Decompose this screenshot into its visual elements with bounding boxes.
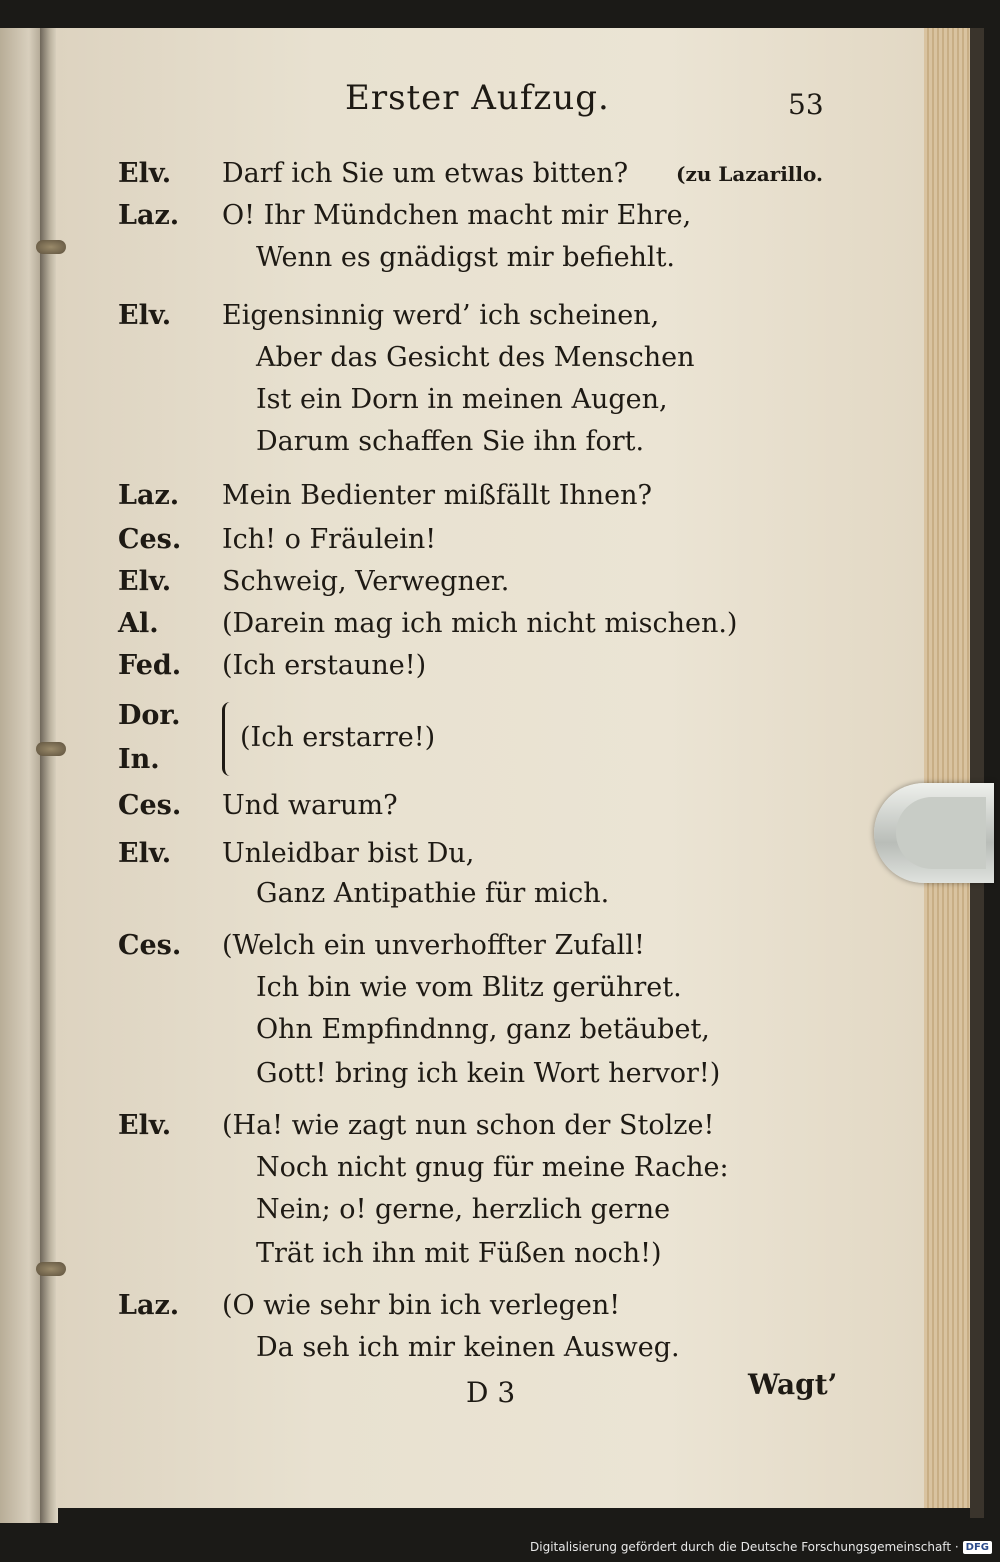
verse-line: (Darein mag ich mich nicht mischen.) <box>222 608 738 639</box>
verse-line: Ganz Antipathie für mich. <box>256 878 610 909</box>
verse-line: Ist ein Dorn in meinen Augen, <box>256 384 668 415</box>
verse-line: (Ha! wie zagt nun schon der Stolze! <box>222 1110 715 1141</box>
speaker-label: Ces. <box>118 930 182 961</box>
verse-line: Unleidbar bist Du, <box>222 838 475 869</box>
verse-line: Ohn Empfindnng, ganz betäubet, <box>256 1014 710 1045</box>
binding-thread <box>36 240 66 254</box>
signature-mark: D 3 <box>466 1376 516 1409</box>
speaker-label: Ces. <box>118 790 182 821</box>
verse-line: Darf ich Sie um etwas bitten? <box>222 158 629 189</box>
page-number: 53 <box>788 88 824 121</box>
verse-line: Aber das Gesicht des Menschen <box>256 342 695 373</box>
verse-line: Darum schaffen Sie ihn fort. <box>256 426 645 457</box>
speaker-label: Dor. <box>118 700 181 731</box>
verse-line: (Welch ein unverhoffter Zufall! <box>222 930 645 961</box>
dfg-logo: DFG <box>963 1541 992 1554</box>
verse-line: Schweig, Verwegner. <box>222 566 510 597</box>
stage-direction: (zu Lazarillo. <box>676 162 823 186</box>
verse-line: (Ich erstaune!) <box>222 650 427 681</box>
speaker-label: Elv. <box>118 566 172 597</box>
bracket-brace <box>222 702 239 776</box>
verse-line: (O wie sehr bin ich verlegen! <box>222 1290 621 1321</box>
footer-text: Digitalisierung gefördert durch die Deutsche Forschungsgemeinschaft · <box>530 1540 959 1554</box>
page-clip-inner <box>896 797 986 869</box>
verse-line: Gott! bring ich kein Wort hervor!) <box>256 1058 721 1089</box>
footer-credit <box>530 1536 992 1558</box>
binding-thread <box>36 742 66 756</box>
verse-line: Ich bin wie vom Blitz gerühret. <box>256 972 682 1003</box>
binding-thread <box>36 1262 66 1276</box>
verse-line: Wenn es gnädigst mir befiehlt. <box>256 242 676 273</box>
verse-line: Mein Bedienter mißfällt Ihnen? <box>222 480 653 511</box>
speaker-label: Fed. <box>118 650 182 681</box>
verse-line: (Ich erstarre!) <box>240 722 436 753</box>
running-title: Erster Aufzug. <box>345 78 610 118</box>
speaker-label: Elv. <box>118 838 172 869</box>
verse-line: Da seh ich mir keinen Ausweg. <box>256 1332 680 1363</box>
speaker-label: In. <box>118 744 160 775</box>
catchword: Wagt’ <box>748 1368 838 1401</box>
speaker-label: Laz. <box>118 480 180 511</box>
speaker-label: Laz. <box>118 1290 180 1321</box>
verse-line: Nein; o! gerne, herzlich gerne <box>256 1194 671 1225</box>
speaker-label: Elv. <box>118 300 172 331</box>
verse-line: Ich! o Fräulein! <box>222 524 437 555</box>
verse-line: O! Ihr Mündchen macht mir Ehre, <box>222 200 692 231</box>
speaker-label: Elv. <box>118 158 172 189</box>
book-cover-edge <box>970 28 984 1518</box>
speaker-label: Ces. <box>118 524 182 555</box>
verse-line: Noch nicht gnug für meine Rache: <box>256 1152 729 1183</box>
speaker-label: Elv. <box>118 1110 172 1141</box>
verse-line: Eigensinnig werd’ ich scheinen, <box>222 300 660 331</box>
speaker-label: Laz. <box>118 200 180 231</box>
speaker-label: Al. <box>118 608 159 639</box>
verse-line: Trät ich ihn mit Füßen noch!) <box>256 1238 662 1269</box>
verse-line: Und warum? <box>222 790 398 821</box>
